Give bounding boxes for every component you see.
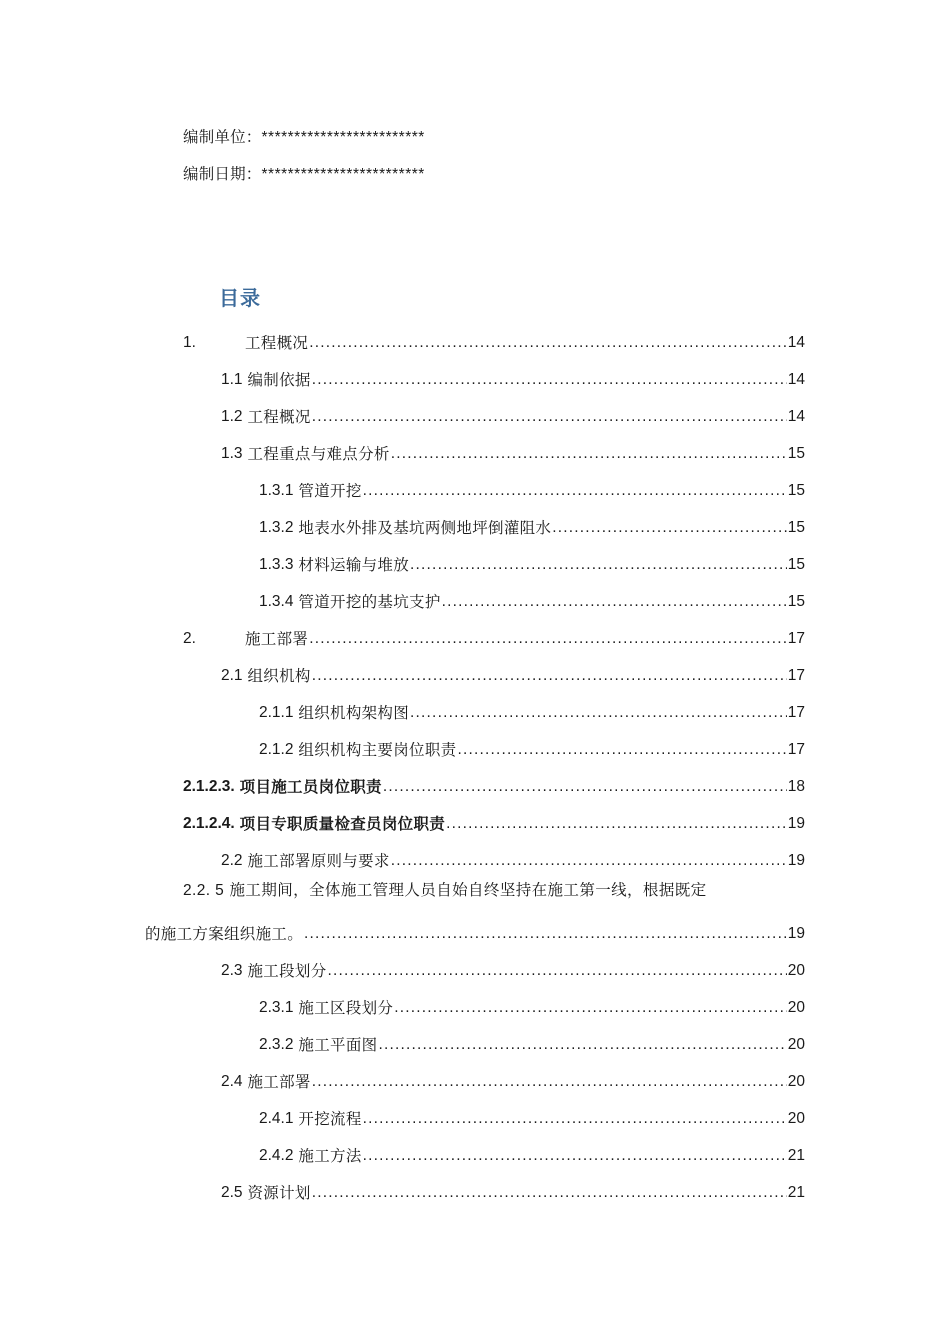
- toc-entry-title: 工程重点与难点分析: [247, 445, 390, 463]
- toc-entry[interactable]: [221, 1173, 805, 1203]
- toc-leader-dots: [328, 961, 787, 981]
- toc-entry-page: 15: [787, 556, 805, 573]
- toc-entry-title: 开挖流程: [298, 1110, 362, 1128]
- toc-leader-dots: [309, 629, 787, 649]
- toc-entry[interactable]: [183, 767, 805, 797]
- toc-entry[interactable]: [259, 545, 805, 575]
- toc-entry-page: 21: [787, 1184, 805, 1201]
- toc-entry-number: 1.3: [221, 445, 243, 462]
- toc-leader-dots: [312, 1183, 787, 1203]
- toc-entry-page: 17: [787, 667, 805, 684]
- toc-entry-number: 1.: [183, 334, 196, 351]
- toc-entry-title: 组织机构架构图: [298, 704, 410, 722]
- toc-entry-title: 编制依据: [247, 371, 311, 389]
- toc-leader-dots: [312, 407, 787, 427]
- toc-entry-number: 1.3.3: [259, 556, 294, 573]
- toc-entry-number: 2.3: [221, 962, 243, 979]
- toc-entry-title: 组织机构主要岗位职责: [298, 741, 457, 759]
- toc-leader-dots: [394, 998, 787, 1018]
- toc-entry-page: 19: [787, 815, 805, 832]
- toc-entry[interactable]: [183, 323, 805, 353]
- toc-entry-title: 工程概况: [245, 334, 309, 352]
- toc-entry[interactable]: [221, 397, 805, 427]
- toc-entry-title: 工程概况: [247, 408, 311, 426]
- toc-entry-page: 19: [787, 925, 805, 942]
- toc-entry-number: 1.2: [221, 408, 243, 425]
- toc-leader-dots: [446, 814, 787, 834]
- compiling-unit-line: [183, 127, 425, 148]
- toc-entry[interactable]: [221, 1062, 805, 1092]
- compiling-date-line: [183, 164, 425, 185]
- toc-leader-dots: [391, 851, 787, 871]
- toc-entry-title: 施工部署原则与要求: [247, 852, 390, 870]
- toc-leader-dots: [410, 555, 787, 575]
- toc-entry-page: 15: [787, 519, 805, 536]
- toc-entry[interactable]: [183, 619, 805, 649]
- toc-entry-title: 项目施工员岗位职责: [239, 778, 382, 796]
- toc-entry-page: 14: [787, 408, 805, 425]
- toc-entry[interactable]: [259, 693, 805, 723]
- toc-entry-number: 2.1.2: [259, 741, 294, 758]
- toc-entry-page: 14: [787, 371, 805, 388]
- toc-entry-number: 2.1.2.4.: [183, 815, 235, 832]
- toc-entry-title: 施工部署: [247, 1073, 311, 1091]
- toc-entry[interactable]: [259, 1099, 805, 1129]
- toc-entry-title-continued: 的施工方案组织施工。: [145, 925, 304, 943]
- toc-entry-title: 管道开挖的基坑支护: [298, 593, 441, 611]
- toc-entry-page: 15: [787, 482, 805, 499]
- toc-leader-dots: [442, 592, 787, 612]
- toc-entry-number: 2.3.2: [259, 1036, 294, 1053]
- compiling-date-label: 编制日期：: [183, 165, 262, 183]
- toc-entry-wrapped-second-line[interactable]: [145, 914, 805, 944]
- toc-leader-dots: [312, 666, 787, 686]
- toc-entry-number: 2.4.2: [259, 1147, 294, 1164]
- toc-leader-dots: [457, 740, 786, 760]
- toc-entry-title: 施工期间，全体施工管理人员自始自终坚持在施工第一线，根据既定: [229, 881, 707, 899]
- toc-entry-number: 2.2: [221, 852, 243, 869]
- toc-entry[interactable]: [259, 1136, 805, 1166]
- toc-leader-dots: [304, 924, 787, 944]
- toc-entry-page: 14: [787, 334, 805, 351]
- toc-entry-page: 15: [787, 445, 805, 462]
- toc-entry-page: 19: [787, 852, 805, 869]
- toc-entry[interactable]: [221, 434, 805, 464]
- toc-entry-page: 17: [787, 630, 805, 647]
- toc-entry-title: 施工段划分: [247, 962, 327, 980]
- toc-entry-page: 15: [787, 593, 805, 610]
- toc-entry-title: 材料运输与堆放: [298, 556, 410, 574]
- toc-leader-dots: [378, 1035, 786, 1055]
- toc-entry-title: 施工平面图: [298, 1036, 378, 1054]
- toc-entry-number: 2.1.1: [259, 704, 294, 721]
- toc-leader-dots: [383, 777, 787, 797]
- toc-entry-page: 20: [787, 999, 805, 1016]
- toc-entry-number: 2.4: [221, 1073, 243, 1090]
- toc-entry-number: 2.5: [221, 1184, 243, 1201]
- toc-heading: 目录: [219, 286, 261, 310]
- toc-entry-wrapped-first-line[interactable]: [183, 880, 805, 901]
- toc-entry-page: 18: [787, 778, 805, 795]
- toc-entry-number: 2.: [183, 630, 196, 647]
- toc-entry-number: 1.3.2: [259, 519, 294, 536]
- toc-entry-page: 17: [787, 741, 805, 758]
- toc-leader-dots: [363, 1109, 787, 1129]
- toc-entry[interactable]: [221, 841, 805, 871]
- toc-leader-dots: [363, 481, 787, 501]
- toc-entry-page: 20: [787, 1036, 805, 1053]
- toc-entry-page: 20: [787, 1110, 805, 1127]
- toc-leader-dots: [552, 518, 787, 538]
- toc-leader-dots: [312, 1072, 787, 1092]
- toc-entry[interactable]: [259, 988, 805, 1018]
- toc-entry-title: 项目专职质量检查员岗位职责: [239, 815, 446, 833]
- toc-leader-dots: [410, 703, 787, 723]
- toc-entry-title: 施工方法: [298, 1147, 362, 1165]
- toc-entry-title: 施工部署: [245, 630, 309, 648]
- compiling-unit-label: 编制单位：: [183, 128, 262, 146]
- compiling-date-value: *************************: [261, 166, 425, 183]
- toc-entry[interactable]: [221, 951, 805, 981]
- toc-entry-title: 施工区段划分: [298, 999, 394, 1017]
- toc-entry[interactable]: [259, 508, 805, 538]
- toc-entry[interactable]: [221, 656, 805, 686]
- toc-entry[interactable]: [259, 471, 805, 501]
- toc-entry[interactable]: [183, 804, 805, 834]
- toc-entry-title: 组织机构: [247, 667, 311, 685]
- toc-entry-number: 1.3.1: [259, 482, 294, 499]
- toc-entry-number: 2.1: [221, 667, 243, 684]
- toc-entry-page: 20: [787, 1073, 805, 1090]
- toc-leader-dots: [391, 444, 787, 464]
- toc-leader-dots: [309, 333, 787, 353]
- toc-entry-number: 2.4.1: [259, 1110, 294, 1127]
- toc-entry[interactable]: [221, 360, 805, 390]
- toc-entry-title: 地表水外排及基坑两侧地坪倒灌阻水: [298, 519, 552, 537]
- toc-entry-number: 2.2. 5: [183, 882, 225, 899]
- toc-leader-dots: [363, 1146, 787, 1166]
- toc-entry-number: 2.3.1: [259, 999, 294, 1016]
- toc-entry[interactable]: [259, 730, 805, 760]
- toc-entry[interactable]: [259, 582, 805, 612]
- compiling-unit-value: *************************: [261, 129, 425, 146]
- toc-entry[interactable]: [259, 1025, 805, 1055]
- toc-entry-number: 1.3.4: [259, 593, 294, 610]
- toc-entry-number: 2.1.2.3.: [183, 778, 235, 795]
- toc-entry-page: 20: [787, 962, 805, 979]
- toc-entry-number: 1.1: [221, 371, 243, 388]
- toc-entry-page: 21: [787, 1147, 805, 1164]
- toc-entry-page: 17: [787, 704, 805, 721]
- toc-entry-title: 资源计划: [247, 1184, 311, 1202]
- toc-leader-dots: [312, 370, 787, 390]
- toc-entry-title: 管道开挖: [298, 482, 362, 500]
